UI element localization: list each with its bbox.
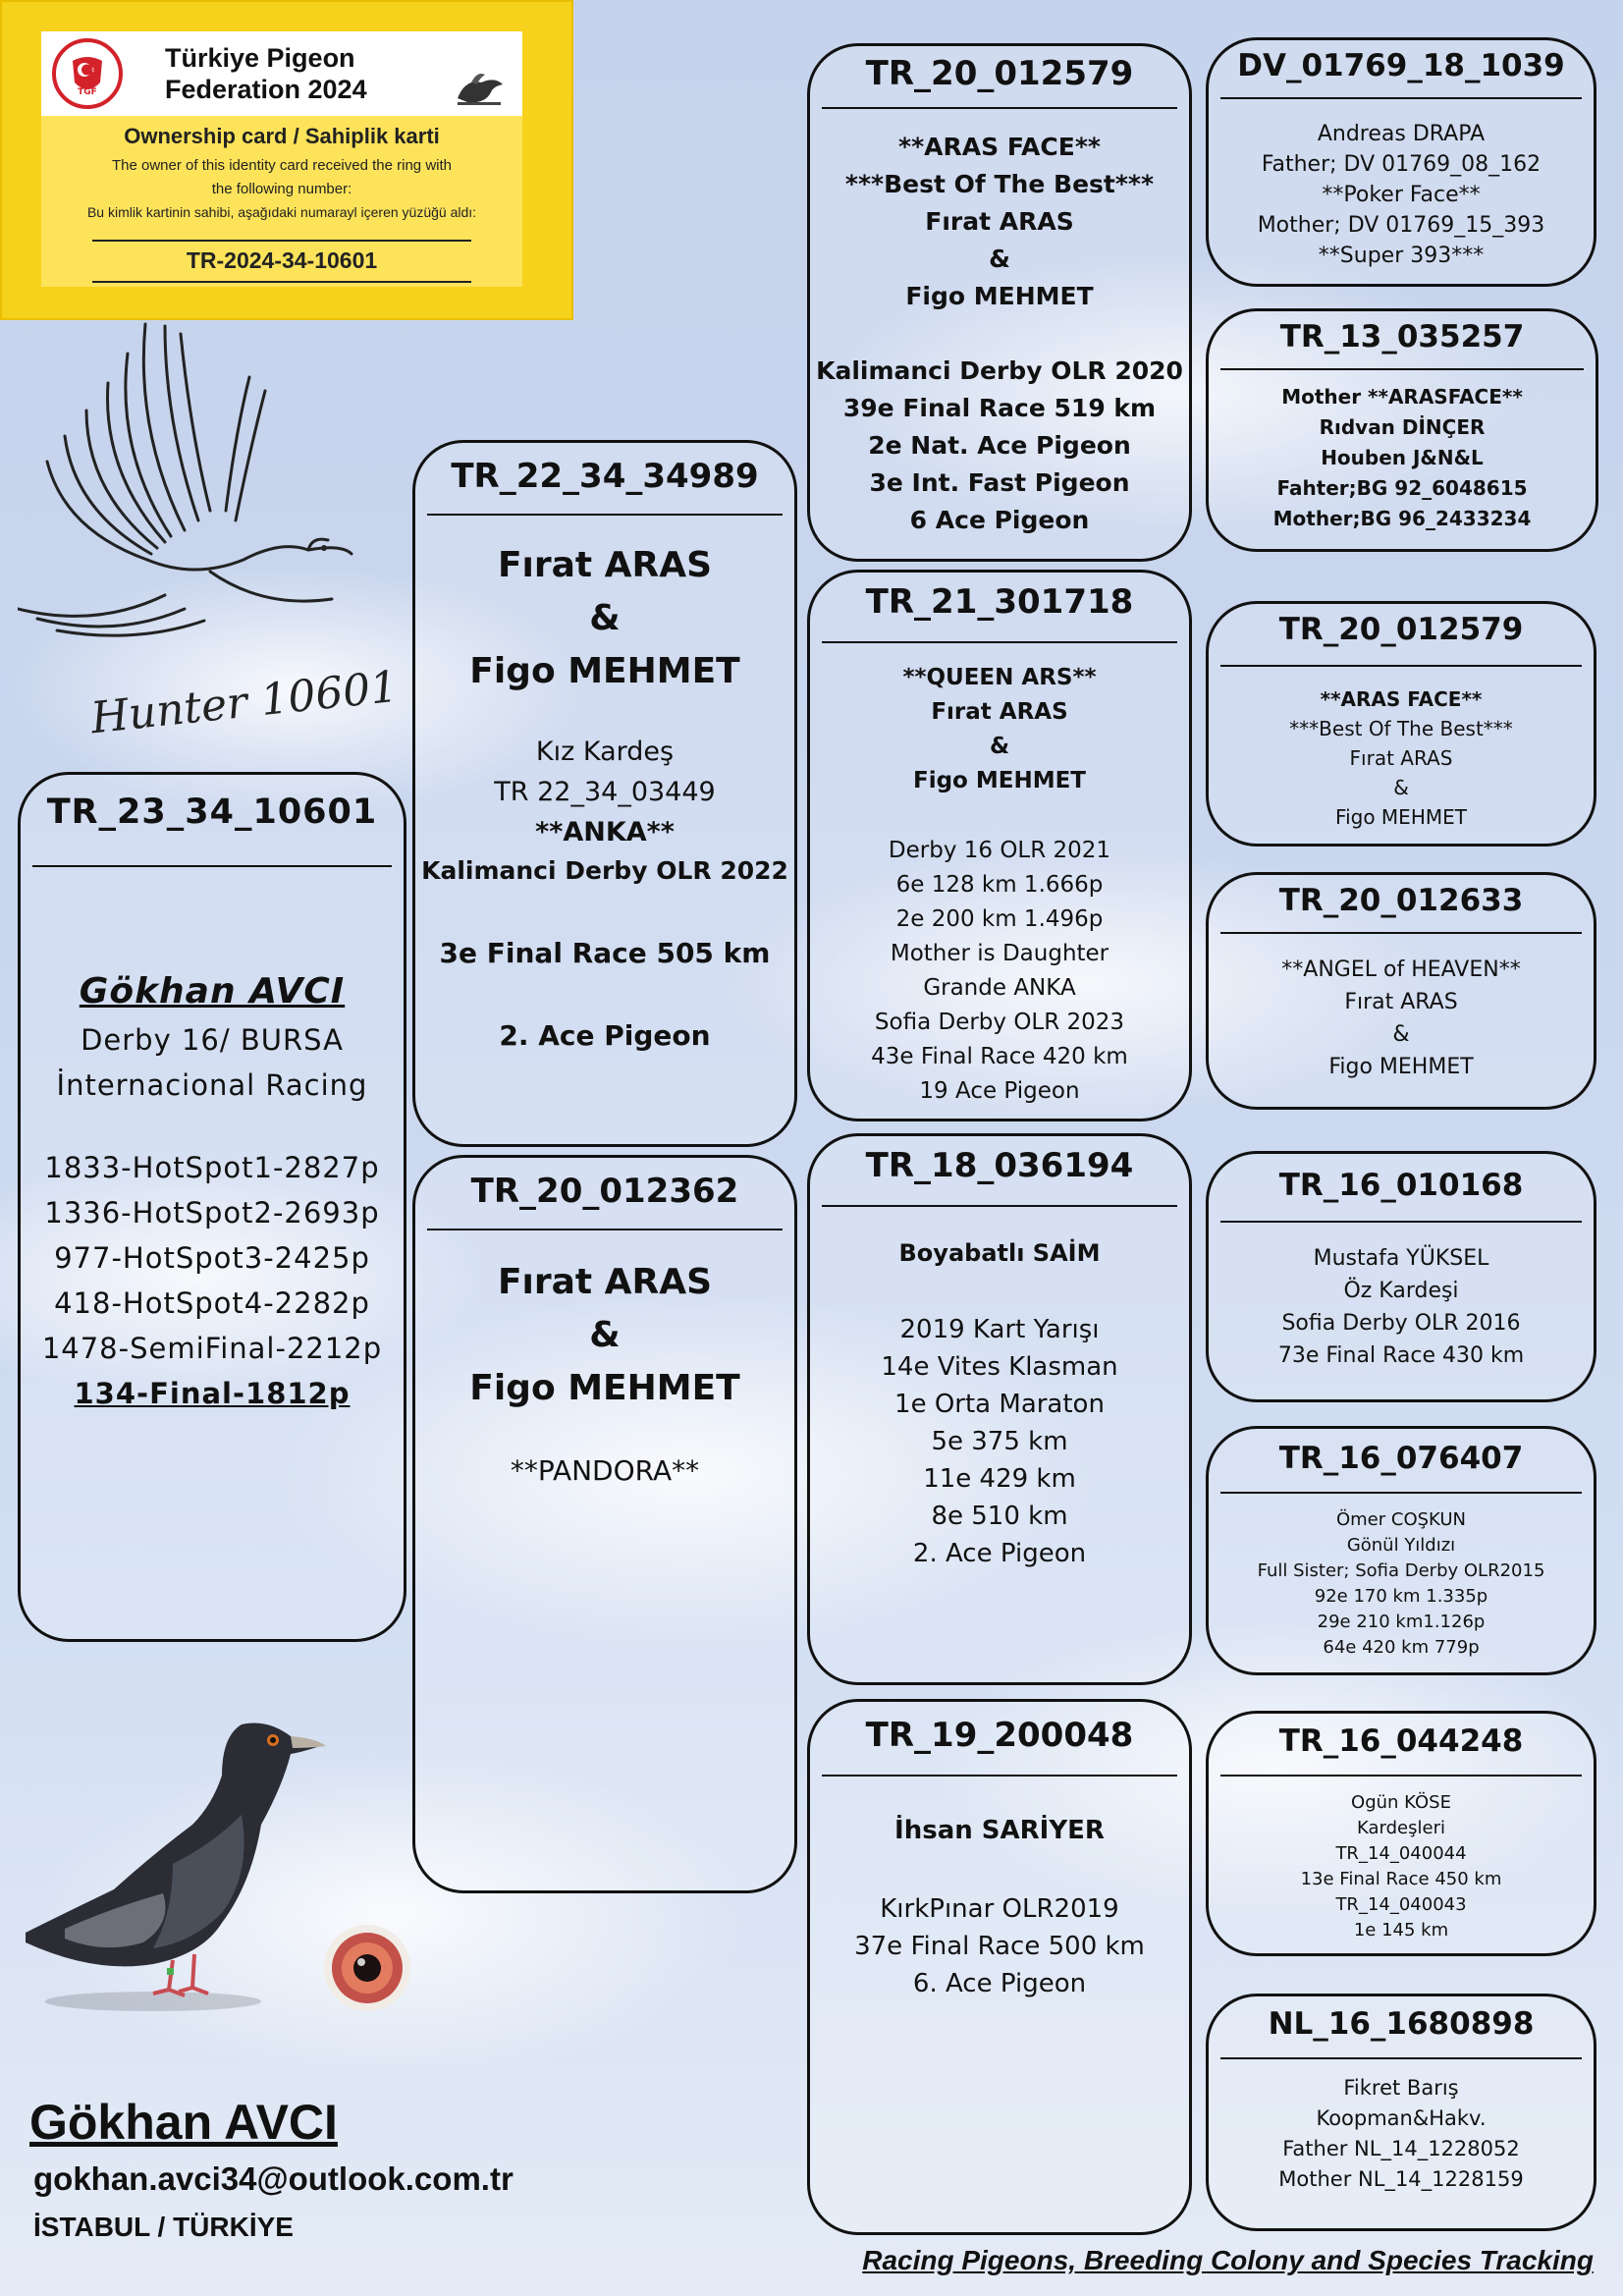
card-divider-top bbox=[92, 240, 471, 242]
great-grandparent-line: Fırat ARAS bbox=[1344, 990, 1458, 1014]
grandparent-line: 39e Final Race 519 km bbox=[842, 394, 1157, 422]
sire-line: & bbox=[589, 598, 621, 638]
contact-name: Gökhan AVCI bbox=[29, 2095, 338, 2150]
pigeon-line: Derby 16/ BURSA bbox=[81, 1023, 344, 1057]
card-text-tr: Bu kimlik kartinin sahibi, aşağıdaki numarayl içeren yüzüğü aldı: bbox=[86, 204, 477, 220]
grandparent-line: Boyabatlı SAİM bbox=[898, 1239, 1101, 1267]
pigeon-result: 1833-HotSpot1-2827p bbox=[44, 1151, 380, 1184]
great-grandparent-divider bbox=[1220, 1221, 1582, 1223]
great-grandparent-card-3 bbox=[1206, 601, 1596, 847]
great-grandparent-card-8 bbox=[1206, 1994, 1596, 2231]
pigeon-eye-photo bbox=[320, 1921, 414, 2015]
grandparent-line: & bbox=[989, 245, 1010, 273]
great-grandparent-line: Figo MEHMET bbox=[1328, 1055, 1474, 1079]
grandparent-card-2 bbox=[807, 570, 1192, 1121]
sire-detail: Kalimanci Derby OLR 2022 bbox=[421, 856, 788, 885]
grandparent-line: Fırat ARAS bbox=[925, 207, 1074, 236]
great-grandparent-line: 29e 210 km1.126p bbox=[1317, 1612, 1486, 1632]
grandparent-line: 5e 375 km bbox=[931, 1427, 1068, 1456]
grandparent-divider bbox=[822, 641, 1177, 643]
grandparent-line: 43e Final Race 420 km bbox=[871, 1044, 1128, 1069]
great-grandparent-line: Ogün KÖSE bbox=[1351, 1792, 1451, 1813]
pigeon-ring: TR_23_34_10601 bbox=[46, 793, 378, 832]
great-grandparent-line: Koopman&Hakv. bbox=[1316, 2106, 1487, 2130]
card-title: Ownership card / Sahiplik karti bbox=[124, 124, 440, 148]
great-grandparent-line: 64e 420 km 779p bbox=[1323, 1637, 1480, 1658]
great-grandparent-line: **Super 393*** bbox=[1318, 244, 1485, 268]
grandparent-line: Kalimanci Derby OLR 2020 bbox=[816, 356, 1183, 385]
grandparent-line: 6e 128 km 1.666p bbox=[895, 872, 1104, 898]
grandparent-line: 19 Ace Pigeon bbox=[919, 1078, 1080, 1104]
great-grandparent-line: Houben J&N&L bbox=[1321, 446, 1484, 469]
great-grandparent-line: & bbox=[1392, 1022, 1410, 1047]
dam-detail: **PANDORA** bbox=[510, 1454, 700, 1487]
pigeon-owner: Gökhan AVCI bbox=[79, 971, 346, 1011]
pigeon-card bbox=[18, 772, 406, 1642]
great-grandparent-card-5 bbox=[1206, 1151, 1596, 1402]
great-grandparent-ring: TR_20_012579 bbox=[1278, 612, 1524, 647]
pigeon-result: 977-HotSpot3-2425p bbox=[54, 1241, 370, 1275]
dam-card bbox=[412, 1155, 797, 1893]
great-grandparent-line: Kardeşleri bbox=[1357, 1818, 1445, 1838]
great-grandparent-line: 73e Final Race 430 km bbox=[1277, 1343, 1525, 1368]
sire-line: Figo MEHMET bbox=[469, 651, 740, 691]
footer-tagline: Racing Pigeons, Breeding Colony and Species Tracking bbox=[862, 2245, 1594, 2275]
grandparent-line: Figo MEHMET bbox=[905, 282, 1094, 310]
sire-card bbox=[412, 440, 797, 1147]
dam-ring: TR_20_012362 bbox=[470, 1172, 739, 1211]
grandparent-ring: TR_18_036194 bbox=[865, 1146, 1134, 1185]
great-grandparent-line: Sofia Derby OLR 2016 bbox=[1281, 1311, 1521, 1336]
grandparent-line: 1e Orta Maraton bbox=[894, 1390, 1105, 1419]
pigeon-result: 1478-SemiFinal-2212p bbox=[41, 1332, 383, 1365]
great-grandparent-line: Mother NL_14_1228159 bbox=[1278, 2167, 1524, 2191]
great-grandparent-ring: NL_16_1680898 bbox=[1268, 2006, 1535, 2042]
great-grandparent-line: 1e 145 km bbox=[1353, 1920, 1449, 1941]
great-grandparent-line: Gönül Yıldızı bbox=[1346, 1535, 1456, 1556]
sire-divider bbox=[427, 514, 783, 516]
great-grandparent-line: Rıdvan DİNÇER bbox=[1319, 415, 1486, 439]
grandparent-line: 2. Ace Pigeon bbox=[912, 1539, 1087, 1568]
great-grandparent-line: Ömer COŞKUN bbox=[1335, 1509, 1467, 1530]
great-grandparent-line: Mother **ARASFACE** bbox=[1281, 385, 1523, 409]
grandparent-line: Mother is Daughter bbox=[890, 941, 1109, 966]
card-text-en-1: The owner of this identity card received the ring with bbox=[111, 157, 452, 174]
great-grandparent-line: 13e Final Race 450 km bbox=[1300, 1869, 1502, 1889]
great-grandparent-divider bbox=[1220, 665, 1582, 667]
great-grandparent-card-7 bbox=[1206, 1711, 1596, 1956]
great-grandparent-line: Öz Kardeşi bbox=[1343, 1279, 1459, 1303]
grandparent-line: Fırat ARAS bbox=[931, 699, 1068, 725]
great-grandparent-divider bbox=[1220, 2057, 1582, 2059]
sire-detail: **ANKA** bbox=[535, 817, 675, 847]
grandparent-line: Figo MEHMET bbox=[912, 768, 1086, 793]
ownership-card bbox=[0, 0, 573, 320]
pigeon-final-result: 134-Final-1812p bbox=[74, 1377, 351, 1410]
grandparent-line: İhsan SARİYER bbox=[894, 1816, 1105, 1845]
great-grandparent-ring: TR_13_035257 bbox=[1279, 319, 1525, 355]
grandparent-line: 2019 Kart Yarışı bbox=[899, 1315, 1100, 1344]
great-grandparent-line: ***Best Of The Best*** bbox=[1289, 717, 1513, 740]
grandparent-line: 3e Int. Fast Pigeon bbox=[869, 468, 1130, 497]
great-grandparent-line: **Poker Face** bbox=[1322, 183, 1481, 207]
ownership-card-header bbox=[41, 31, 522, 116]
grandparent-ring: TR_19_200048 bbox=[865, 1716, 1134, 1755]
signature: Hunter 10601 bbox=[88, 661, 401, 744]
great-grandparent-line: 92e 170 km 1.335p bbox=[1314, 1586, 1488, 1607]
sire-detail: Kız Kardeş bbox=[535, 737, 675, 767]
pigeon-emblem-icon bbox=[452, 69, 507, 110]
dam-line: Fırat ARAS bbox=[497, 1262, 713, 1302]
great-grandparent-line: **ANGEL of HEAVEN** bbox=[1281, 957, 1521, 982]
grandparent-line: ***Best Of The Best*** bbox=[844, 170, 1155, 198]
great-grandparent-card-6 bbox=[1206, 1426, 1596, 1675]
card-text-en-2: the following number: bbox=[211, 181, 352, 197]
sire-ring: TR_22_34_34989 bbox=[451, 457, 759, 496]
contact-email[interactable]: gokhan.avci34@outlook.com.tr bbox=[33, 2160, 514, 2197]
great-grandparent-line: Andreas DRAPA bbox=[1317, 122, 1486, 146]
great-grandparent-card-4 bbox=[1206, 872, 1596, 1110]
pigeon-line: İnternacional Racing bbox=[56, 1068, 368, 1102]
grandparent-line: **ARAS FACE** bbox=[898, 133, 1101, 161]
grandparent-line: & bbox=[989, 734, 1010, 759]
grandparent-line: Grande ANKA bbox=[923, 975, 1076, 1001]
pigeon-result: 418-HotSpot4-2282p bbox=[54, 1286, 370, 1320]
great-grandparent-line: **ARAS FACE** bbox=[1320, 687, 1483, 711]
grandparent-line: 6 Ace Pigeon bbox=[909, 506, 1090, 534]
grandparent-line: KırkPınar OLR2019 bbox=[880, 1894, 1119, 1924]
great-grandparent-ring: DV_01769_18_1039 bbox=[1237, 48, 1565, 83]
great-grandparent-line: Figo MEHMET bbox=[1335, 805, 1467, 829]
great-grandparent-divider bbox=[1220, 1492, 1582, 1494]
great-grandparent-line: Father NL_14_1228052 bbox=[1282, 2137, 1520, 2160]
grandparent-card-1 bbox=[807, 43, 1192, 562]
federation-logo-text: TGF bbox=[78, 87, 97, 97]
great-grandparent-card-2 bbox=[1206, 308, 1598, 552]
great-grandparent-divider bbox=[1220, 97, 1582, 99]
great-grandparent-line: Fahter;BG 92_6048615 bbox=[1276, 476, 1528, 500]
great-grandparent-card-1 bbox=[1206, 37, 1596, 287]
sire-line: Fırat ARAS bbox=[497, 545, 713, 585]
federation-name-line2: Federation 2024 bbox=[165, 75, 367, 104]
great-grandparent-line: & bbox=[1393, 776, 1409, 799]
great-grandparent-ring: TR_16_010168 bbox=[1278, 1168, 1524, 1203]
grandparent-line: 8e 510 km bbox=[931, 1502, 1068, 1531]
pigeon-divider bbox=[32, 865, 392, 867]
dove-illustration bbox=[18, 314, 371, 687]
dam-divider bbox=[427, 1229, 783, 1230]
great-grandparent-line: Mother;BG 96_2433234 bbox=[1272, 507, 1532, 530]
ring-number: TR-2024-34-10601 bbox=[186, 247, 378, 273]
federation-name-line1: Türkiye Pigeon bbox=[165, 43, 355, 73]
great-grandparent-divider bbox=[1220, 1775, 1582, 1777]
grandparent-divider bbox=[822, 1205, 1177, 1207]
great-grandparent-divider bbox=[1220, 368, 1584, 370]
great-grandparent-line: Fırat ARAS bbox=[1349, 746, 1453, 770]
grandparent-line: 2e 200 km 1.496p bbox=[895, 906, 1104, 932]
grandparent-line: 11e 429 km bbox=[923, 1464, 1076, 1494]
grandparent-line: 14e Vites Klasman bbox=[881, 1352, 1118, 1382]
dam-line: Figo MEHMET bbox=[469, 1368, 740, 1408]
grandparent-line: Sofia Derby OLR 2023 bbox=[874, 1010, 1125, 1035]
grandparent-line: **QUEEN ARS** bbox=[902, 665, 1097, 690]
grandparent-ring: TR_21_301718 bbox=[865, 582, 1134, 622]
great-grandparent-line: Full Sister; Sofia Derby OLR2015 bbox=[1257, 1560, 1545, 1581]
great-grandparent-line: Father; DV 01769_08_162 bbox=[1261, 152, 1542, 177]
great-grandparent-ring: TR_16_044248 bbox=[1278, 1723, 1524, 1759]
grandparent-divider bbox=[822, 1775, 1177, 1777]
sire-detail: 2. Ace Pigeon bbox=[499, 1019, 711, 1052]
great-grandparent-ring: TR_16_076407 bbox=[1278, 1441, 1524, 1476]
sire-detail: TR 22_34_03449 bbox=[494, 777, 716, 807]
contact-city: İSTABUL / TÜRKİYE bbox=[33, 2212, 294, 2242]
grandparent-line: Derby 16 OLR 2021 bbox=[888, 838, 1111, 863]
grandparent-line: 2e Nat. Ace Pigeon bbox=[868, 431, 1131, 460]
ownership-card-inner bbox=[41, 31, 522, 287]
great-grandparent-line: TR_14_040044 bbox=[1335, 1843, 1467, 1864]
grandparent-card-4 bbox=[807, 1699, 1192, 2235]
great-grandparent-line: TR_14_040043 bbox=[1335, 1894, 1467, 1915]
pigeon-result: 1336-HotSpot2-2693p bbox=[44, 1196, 380, 1230]
great-grandparent-divider bbox=[1220, 932, 1582, 934]
grandparent-ring: TR_20_012579 bbox=[865, 54, 1134, 93]
great-grandparent-line: Mother; DV 01769_15_393 bbox=[1257, 213, 1545, 238]
grandparent-line: 6. Ace Pigeon bbox=[912, 1969, 1087, 1998]
grandparent-divider bbox=[822, 107, 1177, 109]
great-grandparent-line: Fikret Barış bbox=[1343, 2076, 1459, 2100]
grandparent-line: 37e Final Race 500 km bbox=[854, 1932, 1145, 1961]
great-grandparent-ring: TR_20_012633 bbox=[1278, 883, 1524, 918]
grandparent-card-3 bbox=[807, 1133, 1192, 1685]
dam-line: & bbox=[589, 1315, 621, 1355]
great-grandparent-line: Mustafa YÜKSEL bbox=[1313, 1246, 1489, 1271]
pigeon-photo bbox=[26, 1697, 330, 2021]
card-divider-bottom bbox=[92, 281, 471, 283]
sire-detail: 3e Final Race 505 km bbox=[439, 937, 771, 969]
federation-logo-icon bbox=[51, 37, 124, 110]
